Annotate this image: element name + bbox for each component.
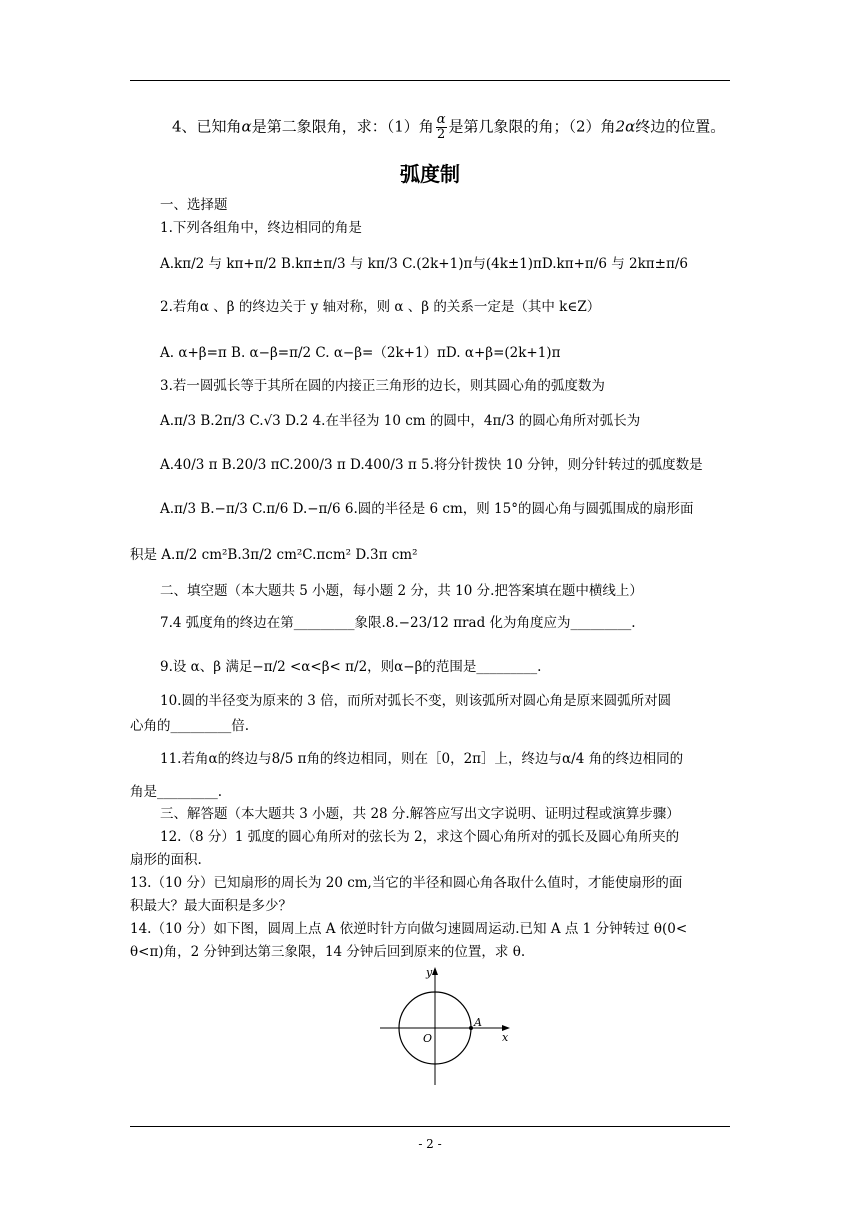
q10-line-1: 10.圆的半径变为原来的 3 倍，而所对弧长不变，则该弧所对圆心角是原来圆弧所对圆 bbox=[160, 693, 672, 709]
section-2-heading: 二、填空题（本大题共 5 小题，每小题 2 分，共 10 分.把答案填在题中横线上） bbox=[160, 583, 643, 599]
section-1-heading: 一、选择题 bbox=[160, 197, 228, 213]
q7-q8: 7.4 弧度角的终边在第_________象限.8.−23/12 πrad 化为角度应为_________. bbox=[160, 615, 636, 631]
q9: 9.设 α、β 满足−π/2 <α<β< π/2，则α−β的范围是_________. bbox=[160, 659, 542, 675]
page-title: 弧度制 bbox=[400, 162, 460, 186]
point-a-label: A bbox=[474, 1016, 482, 1029]
q4-top-line: 4、已知角α是第二象限角，求：（1）角 $\frac{\alpha}{2}$ 是第几象限的角；（2）角2α终边的位置。 bbox=[172, 112, 726, 142]
q10-line-2: 心角的_________倍. bbox=[130, 718, 250, 734]
y-axis-arrow bbox=[432, 967, 438, 975]
y-axis-label: y bbox=[426, 966, 433, 979]
footer-rule bbox=[130, 1126, 730, 1127]
q13-line-1: 13.（10 分）已知扇形的周长为 20 cm,当它的半径和圆心角各取什么值时，才能使扇形的面 bbox=[130, 875, 683, 891]
q12-line-1: 12.（8 分）1 弧度的圆心角所对的弦长为 2，求这个圆心角所对的弧长及圆心角所夹的 bbox=[160, 829, 680, 845]
point-a bbox=[469, 1026, 473, 1030]
q3-stem: 3.若一圆弧长等于其所在圆的内接正三角形的边长，则其圆心角的弧度数为 bbox=[160, 378, 605, 394]
q2-stem: 2.若角α 、β 的终边关于 y 轴对称，则 α 、β 的关系一定是（其中 k∈Z） bbox=[160, 299, 601, 315]
q11-line-1: 11.若角α的终边与8/5 π角的终边相同，则在［0，2π］上，终边与α/4 角的终边相同的 bbox=[160, 751, 684, 767]
q1-options: A.kπ/2 与 kπ+π/2 B.kπ±π/3 与 kπ/3 C.(2k+1)π与(4k±1)πD.kπ+π/6 与 2kπ±π/6 bbox=[160, 256, 688, 272]
origin-label: O bbox=[423, 1032, 433, 1045]
q6-continued: 积是 A.π/2 cm²B.3π/2 cm²C.πcm² D.3π cm² bbox=[130, 547, 418, 563]
alpha-over-2: $\frac{\alpha}{2}$ bbox=[436, 112, 446, 142]
q14-line-1: 14.（10 分）如下图，圆周上点 A 依逆时针方向做匀速圆周运动.已知 A 点 1 分钟转过 θ(0< bbox=[130, 921, 688, 937]
unit-circle-figure bbox=[370, 963, 520, 1093]
q5-options-q6: A.π/3 B.−π/3 C.π/6 D.−π/6 6.圆的半径是 6 cm，则 15°的圆心角与圆弧围成的扇形面 bbox=[160, 501, 694, 517]
q2-options: A. α+β=π B. α−β=π/2 C. α−β=（2k+1）πD. α+β=(2k+1)π bbox=[160, 345, 561, 361]
x-axis-label: x bbox=[502, 1031, 509, 1044]
header-rule bbox=[130, 80, 730, 81]
q12-line-2: 扇形的面积. bbox=[130, 852, 202, 868]
q13-line-2: 积最大？最大面积是多少？ bbox=[130, 898, 292, 914]
q1-stem: 1.下列各组角中，终边相同的角是 bbox=[160, 220, 362, 236]
section-3-heading: 三、解答题（本大题共 3 小题，共 28 分.解答应写出文字说明、证明过程或演算步骤） bbox=[160, 806, 680, 822]
q3-options-q4: A.π/3 B.2π/3 C.√3 D.2 4.在半径为 10 cm 的圆中，4π/3 的圆心角所对弧长为 bbox=[160, 413, 641, 429]
q14-line-2: θ<π)角，2 分钟到达第三象限，14 分钟后回到原来的位置，求 θ. bbox=[130, 944, 526, 960]
q11-line-2: 角是_________. bbox=[130, 784, 223, 800]
q4-options-q5: A.40/3 π B.20/3 πC.200/3 π D.400/3 π 5.将分针拨快 10 分钟，则分针转过的弧度数是 bbox=[160, 457, 703, 473]
page-number: - 2 - bbox=[418, 1137, 442, 1151]
